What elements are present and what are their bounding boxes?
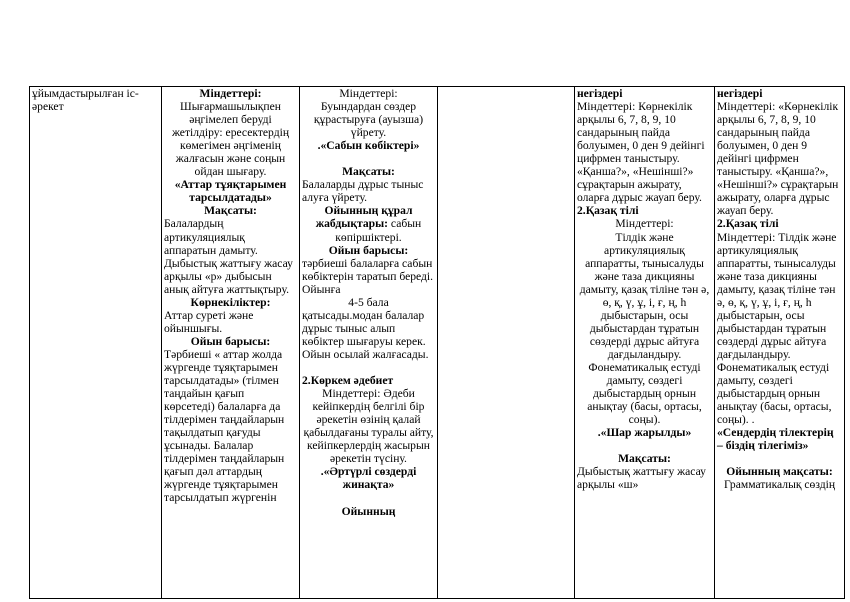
cell-day-5: [715, 87, 845, 599]
lesson-plan-table: [29, 86, 845, 599]
paragraph-spacer: [302, 491, 435, 504]
paragraph-suffix: сабын көпіршіктері.: [335, 217, 422, 244]
paragraph-spacer: [577, 439, 712, 452]
cell-paragraph: [302, 505, 435, 518]
cell-day-1: [162, 87, 300, 599]
paragraph-text: қатысады.модан балалар дұрыс тыныс алып көбіктер шығаруы керек. Ойын осылай жалғасады.: [302, 308, 429, 361]
cell-paragraph: [577, 231, 712, 427]
paragraph-text: Буындардан сөздер құрастыруға (ауызша) үйрету.: [313, 100, 424, 140]
paragraph-text: .«Сабын көбіктері»: [317, 139, 420, 153]
cell-paragraph: [577, 204, 712, 217]
paragraph-text: Ойын барысы:: [328, 243, 409, 257]
cell-paragraph: [164, 217, 297, 295]
cell-paragraph: [302, 244, 435, 257]
paragraph-text: Грамматикалық сөздің: [723, 478, 836, 492]
cell-paragraph: [302, 296, 435, 309]
cell-paragraph: [717, 478, 842, 491]
paragraph-spacer: [302, 361, 435, 374]
paragraph-spacer: [717, 452, 842, 465]
paragraph-text: Міндеттері:: [615, 217, 674, 231]
paragraph-text: Міндеттері: «Көрнекілік арқылы 6, 7, 8, 9, 10 сандарының пайда болуымен, 0 ден 9 дейінгі цифрмен таныстыру. «Қанша?», «Нешінші?» сұрақтарын ажырату, оларға дұрыс жауап беру.: [717, 100, 839, 218]
cell-paragraph: [302, 309, 435, 361]
cell-paragraph: [302, 257, 435, 296]
cell-paragraph: [302, 204, 435, 243]
paragraph-text: Шығармашылықпен әңгімелеп беруді жетілдіру: ересектердің көмегімен әңгіменің жалғасын және соңын ойдан шығару.: [171, 100, 290, 179]
paragraph-text: Дыбыстық жаттығу жасау арқылы «ш»: [577, 465, 706, 492]
paragraph-text: Аттар суреті және ойыншығы.: [164, 308, 254, 335]
cell-paragraph: [302, 465, 435, 491]
cell-paragraph: [577, 465, 712, 491]
paragraph-text: Мақсаты:: [342, 165, 395, 179]
cell-day-2: [300, 87, 438, 599]
paragraph-text: Міндеттері:: [339, 87, 398, 100]
cell-paragraph: [577, 100, 712, 204]
paragraph-text: .«Әртүрлі сөздерді жинақта»: [320, 465, 417, 492]
cell-paragraph: [164, 178, 297, 204]
cell-paragraph: [717, 426, 842, 452]
paragraph-text: Ойынның: [341, 504, 396, 518]
paragraph-text: негіздері: [577, 87, 623, 100]
cell-paragraph: [164, 204, 297, 217]
paragraph-text: Міндеттері: Әдеби кейіпкердің белгілі бір әрекетін өзінің қалай қабылдағаны туралы айту, кейіпкерлердің жасырын әрекетін түсіну.: [303, 387, 434, 466]
paragraph-text: Көрнекіліктер:: [190, 295, 271, 309]
cell-paragraph: [577, 87, 712, 100]
paragraph-text: негіздері: [717, 87, 763, 100]
cell-paragraph: [164, 87, 297, 100]
cell-paragraph: [717, 465, 842, 478]
paragraph-text: «Сендердің тілектерің – біздің тілегіміз»: [717, 426, 834, 453]
cell-paragraph: [164, 100, 297, 178]
cell-paragraph: [717, 100, 842, 217]
cell-paragraph: [164, 296, 297, 309]
cell-paragraph: [302, 139, 435, 152]
paragraph-text: Міндеттері: Көрнекілік арқылы 6, 7, 8, 9, 10 сандарының пайда болуымен, 0 ден 9 дейінгі цифрмен таныстыру. «Қанша?», «Нешінші?» сұрақтарын ажырату, оларға дұрыс жауап беру.: [577, 100, 705, 205]
paragraph-text: Мақсаты:: [204, 204, 257, 218]
table-row: [30, 87, 845, 599]
paragraph-text: тәрбиеші балаларға сабын көбіктерін таратып береді. Ойынға: [302, 256, 434, 296]
paragraph-text: Ойын барысы:: [190, 334, 271, 348]
cell-paragraph: [577, 426, 712, 439]
cell-paragraph: [717, 87, 842, 100]
paragraph-text: 2.Қазақ тілі: [717, 217, 779, 231]
cell-paragraph: [302, 165, 435, 178]
cell-paragraph: [164, 309, 297, 335]
paragraph-text: 2.Қазақ тілі: [577, 204, 639, 218]
cell-paragraph: [302, 387, 435, 465]
cell-paragraph: [164, 348, 297, 505]
paragraph-text: «Аттар тұяқтарымен тарсылдатады»: [174, 178, 287, 205]
cell-paragraph: [717, 217, 842, 230]
paragraph-text: ұйымдастырылған іс-әрекет: [32, 87, 139, 114]
cell-day-4: [575, 87, 715, 599]
cell-paragraph: [577, 217, 712, 230]
paragraph-text: Тәрбиеші « аттар жолда жүргенде тұяқтарымен тарсылдатады» (тілмен таңдайын қағып көрсетеді) балаларға да тілдерімен таңдайларын тақылдатып қағуды ұсынады. Балалар тілдерімен таңдайларын қағып дәл аттардың жүргенде тұяқтарымен тарсылдатып жүргенін: [164, 347, 285, 505]
cell-paragraph: [577, 452, 712, 465]
cell-paragraph: [302, 87, 435, 100]
paragraph-text: 2.Көркем әдебиет: [302, 374, 394, 388]
paragraph-text: Міндеттері: Тілдік және артикуляциялық аппаратты, тынысалуды және таза дикцияны дамыту, қазақ тіліне тән ә, ө, қ, ү, ұ, і, ғ, ң, һ дыбыстарын, осы дыбыстардан тұратын сөздерді дұрыс айтуға дағдыландыру. Фонематикалық естуді дамыту, сөздегі дыбыстардың орнын анықтау (басы, ортасы, соңы). .: [717, 230, 837, 427]
cell-paragraph: [302, 374, 435, 387]
paragraph-text: Ойынның құрал жабдықтары:: [315, 204, 413, 231]
paragraph-text: .«Шар жарылды»: [597, 426, 692, 440]
paragraph-text: Балаларды дұрыс тыныс алуға үйрету.: [302, 178, 424, 205]
paragraph-text: Тілдік және артикуляциялық аппаратты, тынысалуды және таза дикцияны дамыту, қазақ тіліне тән ә, ө, қ, ү, ұ, і, ғ, ң, һ дыбыстарын, осы дыбыстардан тұратын сөздерді дұрыс айтуға дағдыландыру. Фонематикалық естуді дамыту, сөздегі дыбыстардың орнын анықтау (басы, ортасы, соңы).: [579, 230, 710, 427]
paragraph-text: Балалардың артикуляциялық аппаратын дамыту. Дыбыстық жаттығу жасау арқылы «р» дыбысын анық айтуға жаттықтыру.: [164, 217, 293, 296]
paragraph-text: 4-5 бала: [348, 295, 389, 309]
cell-paragraph: [717, 231, 842, 427]
cell-paragraph: [302, 100, 435, 139]
cell-activity-label: [30, 87, 162, 599]
cell-paragraph: [302, 178, 435, 204]
cell-paragraph: [32, 87, 159, 113]
cell-paragraph: [164, 335, 297, 348]
paragraph-text: Ойынның мақсаты:: [726, 465, 833, 479]
paragraph-spacer: [302, 152, 435, 165]
cell-day-3: [438, 87, 575, 599]
paragraph-text: Міндеттері:: [199, 87, 262, 100]
paragraph-text: Мақсаты:: [618, 452, 671, 466]
